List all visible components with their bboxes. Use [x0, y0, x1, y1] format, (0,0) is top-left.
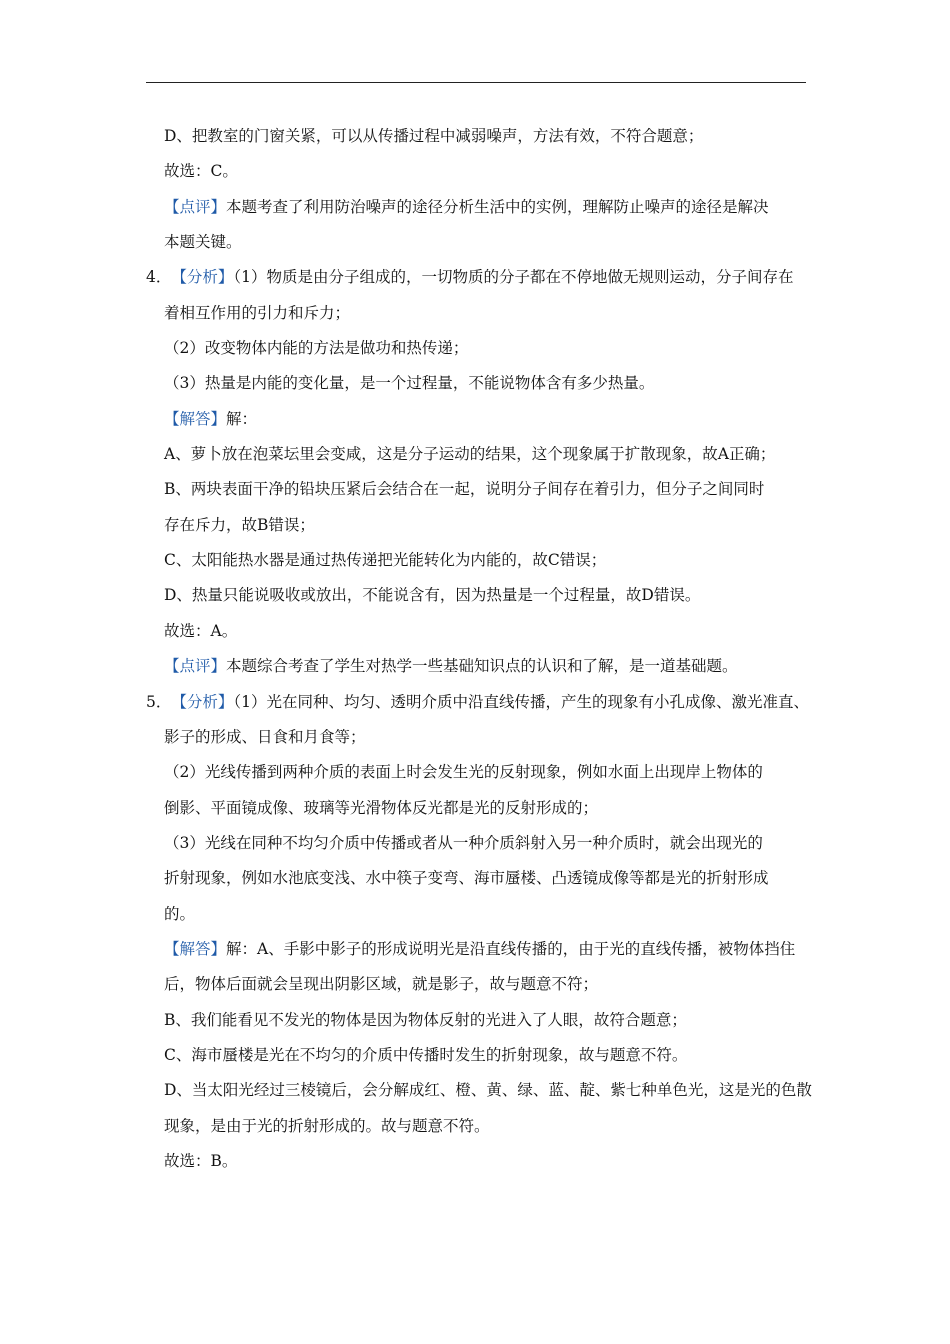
- line-text: 折射现象，例如水池底变浅、水中筷子变弯、海市蜃楼、凸透镜成像等都是光的折射形成: [164, 869, 769, 888]
- section-tag: 【解答】: [164, 939, 227, 958]
- line-text: 影子的形成、日食和月食等；: [164, 727, 366, 746]
- text-line: [146, 402, 818, 437]
- text-line: [146, 861, 818, 896]
- text-line: [146, 755, 818, 790]
- line-text: B、两块表面干净的铅块压紧后会结合在一起，说明分子间存在着引力，但分子之间同时: [164, 480, 765, 499]
- line-text: D、热量只能说吸收或放出，不能说含有，因为热量是一个过程量，故D错误。: [164, 586, 701, 605]
- text-line: [146, 897, 818, 932]
- text-line: [146, 720, 818, 755]
- text-line: [146, 932, 818, 967]
- section-tag: 【点评】: [164, 197, 227, 216]
- line-text: B、我们能看见不发光的物体是因为物体反射的光进入了人眼，故符合题意；: [164, 1010, 687, 1029]
- line-text: 故选：C。: [164, 162, 238, 181]
- line-text: 解：: [226, 409, 258, 428]
- text-line: [146, 614, 818, 649]
- line-text: （3）热量是内能的变化量，是一个过程量，不能说物体含有多少热量。: [164, 374, 655, 393]
- text-line: [146, 578, 818, 613]
- line-text: C、太阳能热水器是通过热传递把光能转化为内能的，故C错误；: [164, 551, 607, 570]
- line-text: 本题关键。: [164, 233, 242, 252]
- line-text: 解：A、手影中影子的形成说明光是沿直线传播的，由于光的直线传播，被物体挡住: [226, 939, 796, 958]
- section-tag: 【点评】: [164, 657, 227, 676]
- line-text: （3）光线在同种不均匀介质中传播或者从一种介质斜射入另一种介质时，就会出现光的: [164, 833, 763, 852]
- text-line: [146, 296, 818, 331]
- question-number: 4．: [146, 268, 172, 287]
- line-text: （2）改变物体内能的方法是做功和热传递；: [164, 339, 469, 358]
- text-line: [146, 967, 818, 1002]
- document-body: [146, 119, 818, 1179]
- text-line: [146, 1073, 818, 1108]
- text-line: [146, 1109, 818, 1144]
- text-line: [146, 119, 818, 154]
- line-text: （1）光在同种、均匀、透明介质中沿直线传播，产生的现象有小孔成像、激光准直、: [233, 692, 810, 711]
- line-text: 故选：A。: [164, 621, 238, 640]
- line-text: 后，物体后面就会呈现出阴影区域，就是影子，故与题意不符；: [164, 975, 599, 994]
- line-text: 本题考查了利用防治噪声的途径分析生活中的实例，理解防止噪声的途径是解决: [226, 197, 769, 216]
- line-text: 倒影、平面镜成像、玻璃等光滑物体反光都是光的反射形成的；: [164, 798, 599, 817]
- section-tag: 【分析】: [171, 692, 234, 711]
- text-line: [146, 791, 818, 826]
- section-tag: 【解答】: [164, 409, 227, 428]
- text-line: [146, 1038, 818, 1073]
- text-line: [146, 1144, 818, 1179]
- line-text: D、把教室的门窗关紧，可以从传播过程中减弱噪声，方法有效，不符合题意；: [164, 127, 704, 145]
- line-text: 本题综合考查了学生对热学一些基础知识点的认识和了解，是一道基础题。: [226, 657, 738, 676]
- text-line: [146, 437, 818, 472]
- text-line: [146, 543, 818, 578]
- question-number: 5．: [146, 692, 172, 711]
- line-text: 现象，是由于光的折射形成的。故与题意不符。: [164, 1116, 490, 1135]
- line-text: 存在斥力，故B错误；: [164, 515, 315, 534]
- text-line: [146, 826, 818, 861]
- text-line: [146, 685, 818, 720]
- line-text: （2）光线传播到两种介质的表面上时会发生光的反射现象，例如水面上出现岸上物体的: [164, 763, 763, 782]
- line-text: D、当太阳光经过三棱镜后，会分解成红、橙、黄、绿、蓝、靛、紫七种单色光，这是光的色散: [164, 1081, 812, 1100]
- text-line: [146, 154, 818, 189]
- text-line: [146, 366, 818, 401]
- text-line: [146, 260, 818, 295]
- line-text: 的。: [164, 904, 196, 923]
- line-text: A、萝卜放在泡菜坛里会变咸，这是分子运动的结果，这个现象属于扩散现象，故A正确；: [164, 445, 776, 464]
- text-line: [146, 1003, 818, 1038]
- section-tag: 【分析】: [171, 268, 234, 287]
- header-rule: [146, 82, 806, 83]
- line-text: （1）物质是由分子组成的，一切物质的分子都在不停地做无规则运动，分子间存在: [233, 268, 794, 287]
- text-line: [146, 472, 818, 507]
- text-line: [146, 225, 818, 260]
- line-text: 故选：B。: [164, 1151, 238, 1170]
- text-line: [146, 508, 818, 543]
- text-line: [146, 649, 818, 684]
- text-line: [146, 190, 818, 225]
- line-text: C、海市蜃楼是光在不均匀的介质中传播时发生的折射现象，故与题意不符。: [164, 1045, 688, 1064]
- text-line: [146, 331, 818, 366]
- line-text: 着相互作用的引力和斥力；: [164, 303, 351, 322]
